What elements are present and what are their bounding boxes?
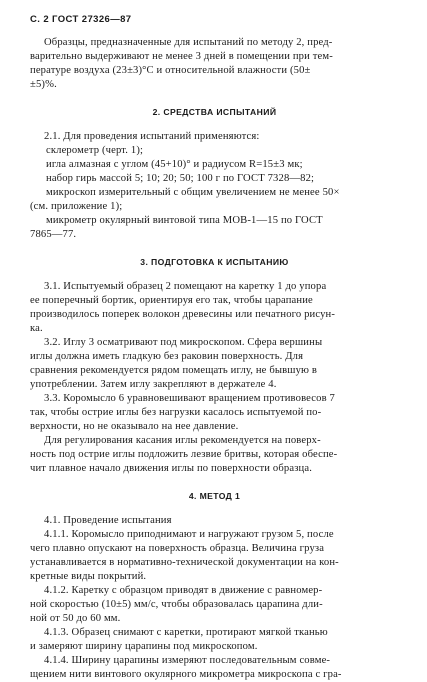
- section-2-body: [30, 130, 399, 242]
- list-item: микроскоп измерительный с общим увеличением не менее 50×: [46, 187, 340, 198]
- text-line: кретные виды покрытий.: [30, 571, 147, 582]
- text-line: варительно выдерживают не менее 3 дней в помещении при тем-: [30, 51, 333, 62]
- text-line: Образцы, предназначенные для испытаний по методу 2, пред-: [44, 37, 333, 48]
- text-line: 3.1. Испытуемый образец 2 помещают на каретку 1 до упора: [44, 281, 327, 292]
- text-line: (см. приложение 1);: [30, 201, 123, 212]
- text-line: ее поперечный бортик, ориентируя его так, чтобы царапание: [30, 295, 313, 306]
- text-line: 4.1.4. Ширину царапины измеряют последовательным совме-: [44, 655, 331, 666]
- text-line: ность под острие иглы подложить лезвие бритвы, которая обеспе-: [30, 449, 338, 460]
- text-line: и замеряют ширину царапины под микроскопом.: [30, 641, 258, 652]
- section-heading: 2. СРЕДСТВА ИСПЫТАНИЙ: [152, 107, 277, 117]
- text-line: сравнения рекомендуется рядом помещать иглу, не бывшую в: [30, 365, 318, 376]
- text-line: пературе воздуха (23±3)°С и относительной влажности (50±: [30, 65, 311, 76]
- text-line: 3.3. Коромысло 6 уравновешивают вращением противовесов 7: [44, 393, 335, 404]
- text-line: верхности, но не оказывало на нее давление.: [30, 421, 239, 432]
- text-line: 4.1.2. Каретку с образцом приводят в движение с равномер-: [44, 585, 323, 596]
- text-line: 4.1. Проведение испытания: [44, 515, 172, 526]
- section-heading: 3. ПОДГОТОВКА К ИСПЫТАНИЮ: [140, 257, 289, 267]
- text-line: производилось поперек волокон древесины или печатного рисун-: [30, 309, 336, 320]
- section-heading: 4. МЕТОД 1: [188, 491, 241, 501]
- text-line: 7865—77.: [30, 229, 77, 240]
- text-line: щением нити винтового окулярного микрометра микроскопа с гра-: [30, 669, 342, 680]
- text-line: 4.1.1. Коромысло приподнимают и нагружают грузом 5, после: [44, 529, 334, 540]
- text-line: иглы должна иметь гладкую без раковин поверхность. Для: [30, 351, 304, 362]
- section-4-body: [30, 514, 399, 682]
- text-line: ной от 50 до 60 мм.: [30, 613, 121, 624]
- list-item: склерометр (черт. 1);: [46, 145, 144, 156]
- text-line: чего плавно опускают на поверхность образца. Величина груза: [30, 543, 325, 554]
- list-item: набор гирь массой 5; 10; 20; 50; 100 г по ГОСТ 7328—82;: [46, 173, 315, 184]
- text-line: устанавливается в нормативно-технической документации на кон-: [30, 557, 339, 568]
- text-line: 3.2. Иглу 3 осматривают под микроскопом. Сфера вершины: [44, 337, 323, 348]
- section-3-body: [30, 280, 399, 476]
- text-line: ка.: [30, 323, 43, 334]
- page-header: С. 2 ГОСТ 27326—87: [30, 14, 132, 25]
- intro-paragraph: [30, 36, 399, 92]
- list-item: игла алмазная с углом (45+10)° и радиусом R=15±3 мк;: [46, 159, 303, 170]
- text-line: так, чтобы острие иглы без нагрузки касалось испытуемой по-: [30, 407, 322, 418]
- text-line: 2.1. Для проведения испытаний применяются:: [44, 131, 260, 142]
- text-line: чит плавное начало движения иглы по поверхности образца.: [30, 463, 313, 474]
- text-line: ±5)%.: [30, 79, 57, 90]
- list-item: микрометр окулярный винтовой типа МОВ-1—15 по ГОСТ: [46, 215, 323, 226]
- text-line: Для регулирования касания иглы рекомендуется на поверх-: [44, 435, 321, 446]
- text-line: ной скоростью (10±5) мм/с, чтобы образовалась царапина дли-: [30, 599, 323, 610]
- text-line: 4.1.3. Образец снимают с каретки, протирают мягкой тканью: [44, 627, 328, 638]
- text-line: употреблении. Затем иглу закрепляют в держателе 4.: [30, 379, 277, 390]
